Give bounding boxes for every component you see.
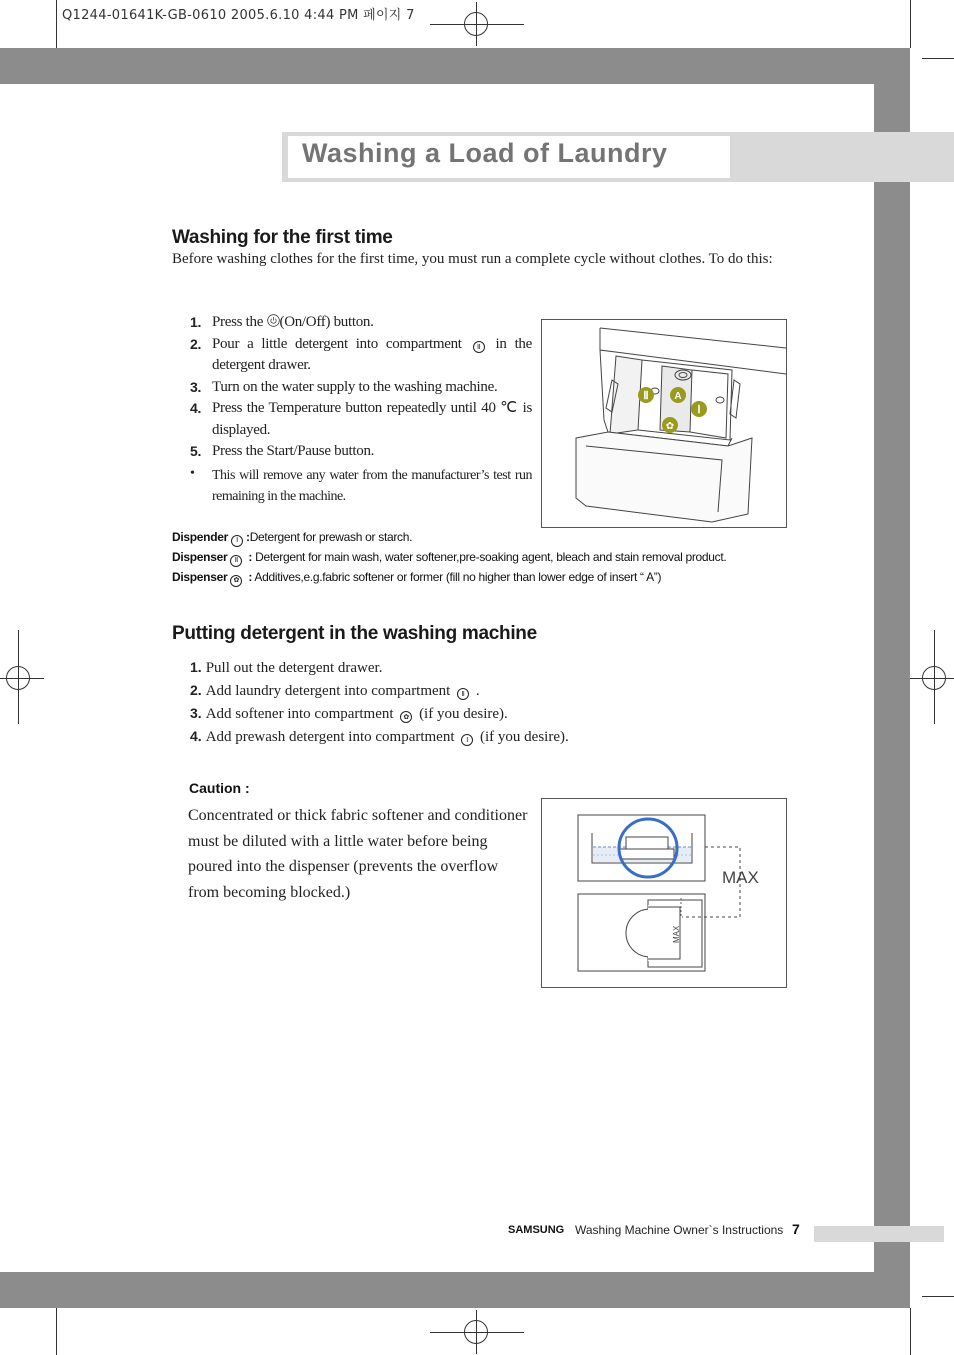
section-heading-putting-detergent: Putting detergent in the washing machine	[172, 623, 537, 644]
caution-text: Concentrated or thick fabric softener and conditioner must be diluted with a little water before being poured into the dispenser (prevents the overflow from becoming blocked.)	[188, 807, 528, 901]
compartment-1-badge	[691, 401, 707, 417]
svg-text:✿: ✿	[665, 421, 675, 432]
footer-text: Washing Machine Owner`s Instructions	[575, 1223, 784, 1237]
frame-top-band	[0, 48, 910, 84]
list-item: 1. Pull out the detergent drawer.	[190, 659, 383, 676]
dispenser-line-2: Dispenser Ⅱ : Detergent for main wash, water softener,pre-soaking agent, bleach and stain removal product.	[172, 550, 726, 567]
frame-bottom-band	[0, 1272, 910, 1308]
section-intro: Before washing clothes for the first time, you must run a complete cycle without clothes. To do this:	[172, 251, 773, 267]
section-heading-first-time: Washing for the first time	[172, 227, 393, 248]
page-number: 7	[792, 1221, 800, 1237]
compartment-2-badge	[638, 387, 654, 403]
detergent-drawer-figure	[541, 319, 787, 528]
caution-title: Caution :	[189, 780, 250, 796]
print-header: Q1244-01641K-GB-0610 2005.6.10 4:44 PM 페이지 7	[62, 8, 415, 23]
power-icon	[267, 314, 280, 327]
svg-text:Ⅰ: Ⅰ	[697, 404, 701, 416]
svg-text:MAX: MAX	[672, 925, 681, 943]
list-item: 5. Press the Start/Pause button.	[190, 443, 375, 459]
page-title: Washing a Load of Laundry	[302, 138, 668, 168]
list-item: 3. Turn on the water supply to the washing machine.	[190, 378, 498, 395]
first-time-steps	[190, 312, 532, 508]
dispenser-line-3: Dispenser ✿ : Additives,e.g.fabric softener or former (fill no higher than lower edge of insert “ A”)	[172, 570, 661, 587]
svg-text:Ⅱ: Ⅱ	[643, 390, 649, 402]
footer-brand: SAMSUNG	[508, 1224, 565, 1236]
list-item: 1. Press the (On/Off) button.	[190, 314, 374, 330]
frame-right-band	[874, 84, 910, 1272]
footer-bar	[814, 1226, 944, 1242]
list-item: 4. Press the Temperature button repeatedly until 40 ℃ is displayed.	[190, 400, 532, 438]
dispenser-line-1: Dispender Ⅰ :Detergent for prewash or starch.	[172, 530, 412, 547]
max-level-illustration	[542, 799, 786, 987]
compartment-2-symbol: Ⅱ	[473, 341, 485, 353]
insert-a-badge	[670, 387, 686, 403]
list-item: • This will remove any water from the manufacturer’s test run remaining in the machine.	[190, 465, 532, 504]
max-level-figure	[541, 798, 787, 988]
detergent-steps	[190, 656, 569, 748]
list-item: 2. Add laundry detergent into compartment Ⅱ .	[190, 682, 480, 699]
svg-text:A: A	[674, 391, 682, 402]
drawer-illustration	[542, 320, 786, 527]
list-item: 3. Add softener into compartment ✿ (if you desire).	[190, 705, 508, 722]
softener-badge	[662, 417, 678, 433]
svg-text:MAX: MAX	[722, 868, 759, 887]
list-item: 2. Pour a little detergent into compartment Ⅱ in the detergent drawer.	[190, 335, 532, 373]
list-item: 4. Add prewash detergent into compartment Ⅰ (if you desire).	[190, 728, 569, 745]
